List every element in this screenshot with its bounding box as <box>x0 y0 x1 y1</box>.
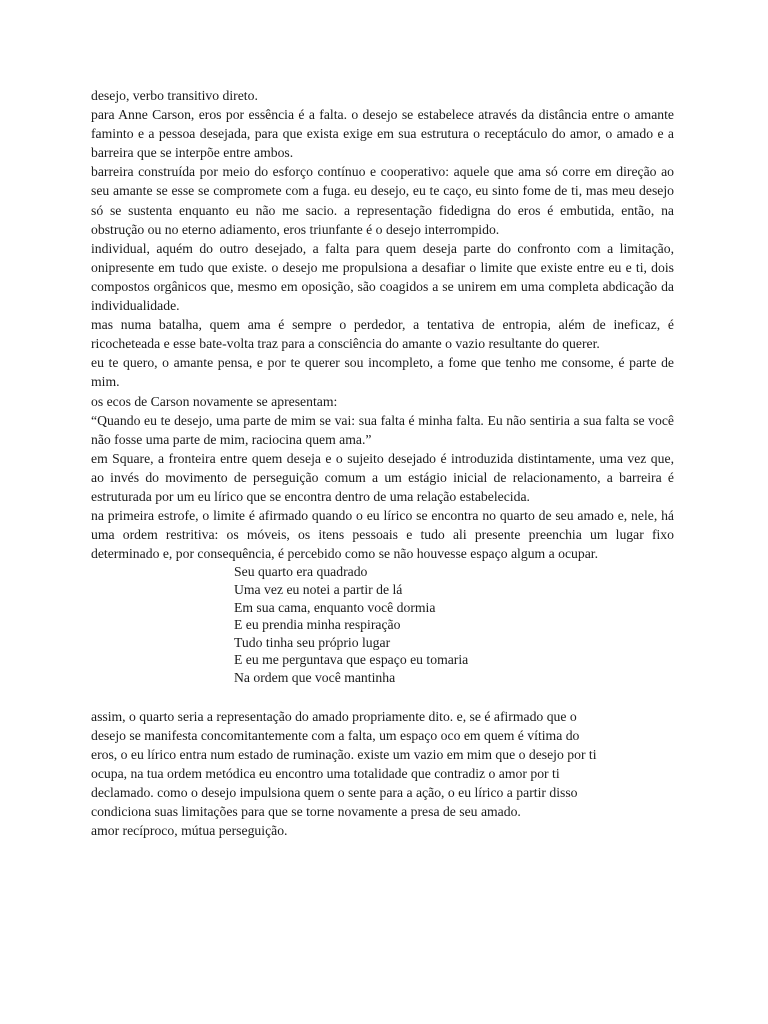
paragraph: para Anne Carson, eros por essência é a falta. o desejo se estabelece através da distância entre o amante faminto e a pessoa desejada, para que exista exige em sua estrutura o receptáculo do amor, o amado e a barreira que se interpõe entre ambos. <box>91 107 674 161</box>
document-body <box>91 86 674 840</box>
poem-line: Uma vez eu notei a partir de lá <box>234 581 403 597</box>
paragraph-title-line: desejo, verbo transitivo direto. <box>91 88 258 103</box>
paragraph: barreira construída por meio do esforço contínuo e cooperativo: aquele que ama só corre em direção ao seu amante se esse se compromete com a fuga. eu desejo, eu te caço, eu sinto fome de ti, mas meu desejo só se sustenta enquanto eu não me sacio. a representação fidedigna do eros é embutida, então, na obstrução ou no eterno adiamento, eros triunfante é o desejo interrompido. <box>91 164 674 237</box>
closing-line: eros, o eu lírico entra num estado de ruminação. existe um vazio em mim que o desejo por ti <box>91 746 597 762</box>
poem-line: Tudo tinha seu próprio lugar <box>234 634 391 650</box>
paragraph: individual, aquém do outro desejado, a falta para quem deseja parte do confronto com a limitação, onipresente em tudo que existe. o desejo me propulsiona a desafiar o limite que existe entre eu e ti, dois compostos orgânicos que, mesmo em oposição, são coagidos a se unirem em uma completa abdicação da individualidade. <box>91 240 674 314</box>
poem-line: Em sua cama, enquanto você dormia <box>234 599 436 615</box>
paragraph: na primeira estrofe, o limite é afirmado quando o eu lírico se encontra no quarto de seu amado e, nele, há uma ordem restritiva: os móveis, os itens pessoais e tudo ali presente preenchia um lugar fixo determinado e, por consequência, é percebido como se não houvesse espaço algum a ocupar. <box>91 508 674 562</box>
closing-line: amor recíproco, mútua perseguição. <box>91 823 288 839</box>
poem-line: Seu quarto era quadrado <box>234 564 368 580</box>
closing-line: declamado. como o desejo impulsiona quem o sente para a ação, o eu lírico a partir disso <box>91 784 578 800</box>
poem-line: Na ordem que você mantinha <box>234 669 396 685</box>
closing-line: ocupa, na tua ordem metódica eu encontro uma totalidade que contradiz o amor por ti <box>91 765 560 781</box>
closing-section <box>91 707 674 841</box>
closing-line: condiciona suas limitações para que se torne novamente a presa de seu amado. <box>91 803 521 819</box>
poem-stanza <box>234 563 674 686</box>
quote-paragraph: “Quando eu te desejo, uma parte de mim se vai: sua falta é minha falta. Eu não sentiria a sua falta se você não fosse uma parte de mim, raciocina quem ama.” <box>91 412 674 447</box>
paragraph: em Square, a fronteira entre quem deseja e o sujeito desejado é introduzida distintamente, uma vez que, ao invés do movimento de perseguição comum a um estágio inicial de relacionamento, a barreira é estruturada por um eu lírico que se encontra dentro de uma relação estabelecida. <box>91 450 674 504</box>
paragraph: os ecos de Carson novamente se apresentam: <box>91 393 338 409</box>
poem-line: E eu me perguntava que espaço eu tomaria <box>234 652 469 668</box>
paragraph: mas numa batalha, quem ama é sempre o perdedor, a tentativa de entropia, além de ineficaz, é ricocheteada e esse bate-volta traz para a consciência do amante o vazio resultante do querer. <box>91 317 674 352</box>
paragraph: eu te quero, o amante pensa, e por te querer sou incompleto, a fome que tenho me consome, é parte de mim. <box>91 355 674 390</box>
closing-line: assim, o quarto seria a representação do amado propriamente dito. e, se é afirmado que o <box>91 708 577 724</box>
closing-line: desejo se manifesta concomitantemente com a falta, um espaço oco em quem é vítima do <box>91 727 580 743</box>
poem-line: E eu prendia minha respiração <box>234 617 401 633</box>
